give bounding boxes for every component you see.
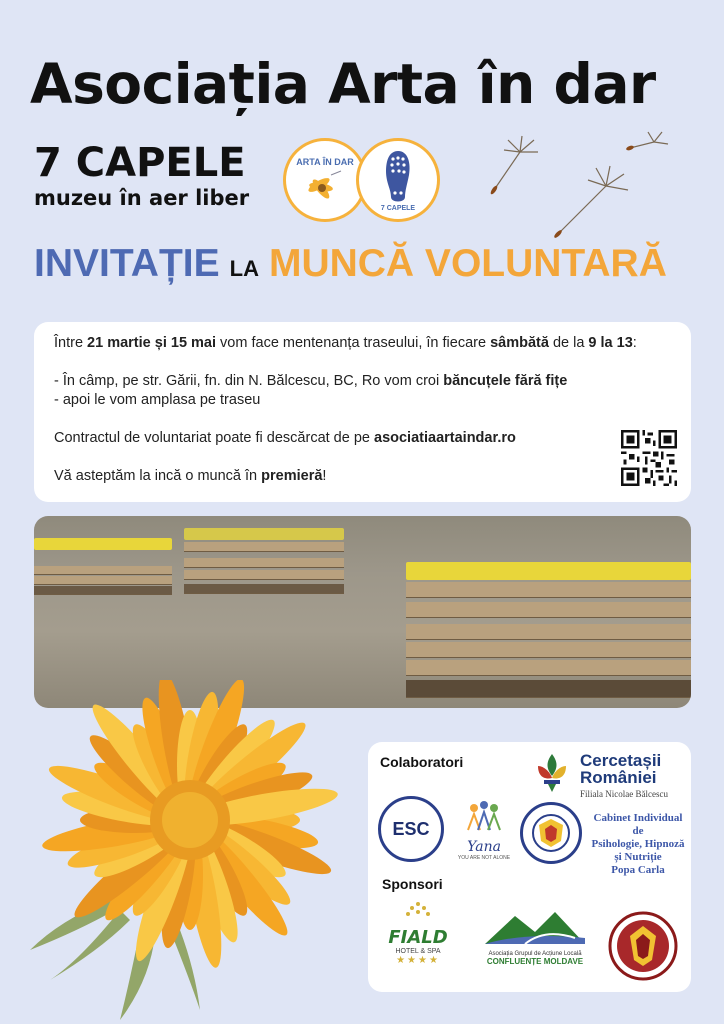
footprint-icon xyxy=(383,149,413,205)
logo-left-text: ARTA ÎN DAR xyxy=(296,157,354,167)
sponsors-label: Sponsori xyxy=(382,876,443,892)
info-line-4: Contractul de voluntariat poate fi descărcat de pe asociatiaartaindar.ro xyxy=(54,430,516,446)
mountains-icon xyxy=(485,908,585,946)
bench-2 xyxy=(184,528,344,598)
headline-la: LA xyxy=(229,256,259,281)
stars-icon xyxy=(401,900,435,922)
sunflower-icon xyxy=(305,167,345,203)
bench-3 xyxy=(406,562,691,702)
cabinet-psihologie-logo: Cabinet Individual de Psihologie, Hipnoză și Nutriție Popa Carla xyxy=(591,812,685,876)
logo-right-text: 7 CAPELE xyxy=(380,204,416,212)
emblem-shield-icon xyxy=(608,908,678,984)
headline-munca-voluntara: MUNCĂ VOLUNTARĂ xyxy=(268,242,667,285)
fiald-logo: FIALD HOTEL & SPA ★★★★ xyxy=(378,900,458,966)
global-leader-badge xyxy=(520,802,582,864)
shield-icon xyxy=(531,813,571,853)
collaborators-label: Colaboratori xyxy=(380,754,464,770)
info-line-2: - În câmp, pe str. Gării, fn. din N. Bălcescu, BC, Ro vom croi băncuțele fără fițe xyxy=(54,373,568,389)
subtitle-main: 7 CAPELE xyxy=(34,140,246,186)
subtitle-sub: muzeu în aer liber xyxy=(34,186,250,210)
bench-1 xyxy=(34,538,172,598)
cercetasii-logo: Cercetașii României Filiala Nicolae Bălcescu xyxy=(580,751,668,799)
arta-in-dar-logo xyxy=(283,138,367,222)
qr-code[interactable] xyxy=(621,430,677,486)
partners-card xyxy=(368,742,691,992)
esc-logo: ESC xyxy=(378,796,444,862)
gal-confluente-logo: Asociația Grupul de Acțiune Locală CONFLUENȚE MOLDAVE xyxy=(480,908,590,966)
headline xyxy=(34,242,667,286)
page-title: Asociația Arta în dar xyxy=(30,52,656,116)
dandelion-seeds-decoration xyxy=(480,130,680,240)
fleur-de-lis-icon xyxy=(530,750,574,794)
info-line-1: Între 21 martie și 15 mai vom face mentenanța traseului, în fiecare sâmbătă de la 9 la 13: xyxy=(54,335,637,351)
headline-invitatie: INVITAȚIE xyxy=(34,242,220,285)
dandelion-flower-decoration xyxy=(20,680,370,1024)
info-line-5: Vă asteptăm la incă o muncă în premieră! xyxy=(54,468,327,484)
yana-logo: Yana YOU ARE NOT ALONE xyxy=(452,800,516,861)
people-icon xyxy=(464,800,504,834)
website-link[interactable]: asociatiaartaindar.ro xyxy=(374,430,516,446)
info-card xyxy=(34,322,691,502)
info-line-3: - apoi le vom amplasa pe traseu xyxy=(54,392,261,408)
seven-capele-logo xyxy=(356,138,440,222)
